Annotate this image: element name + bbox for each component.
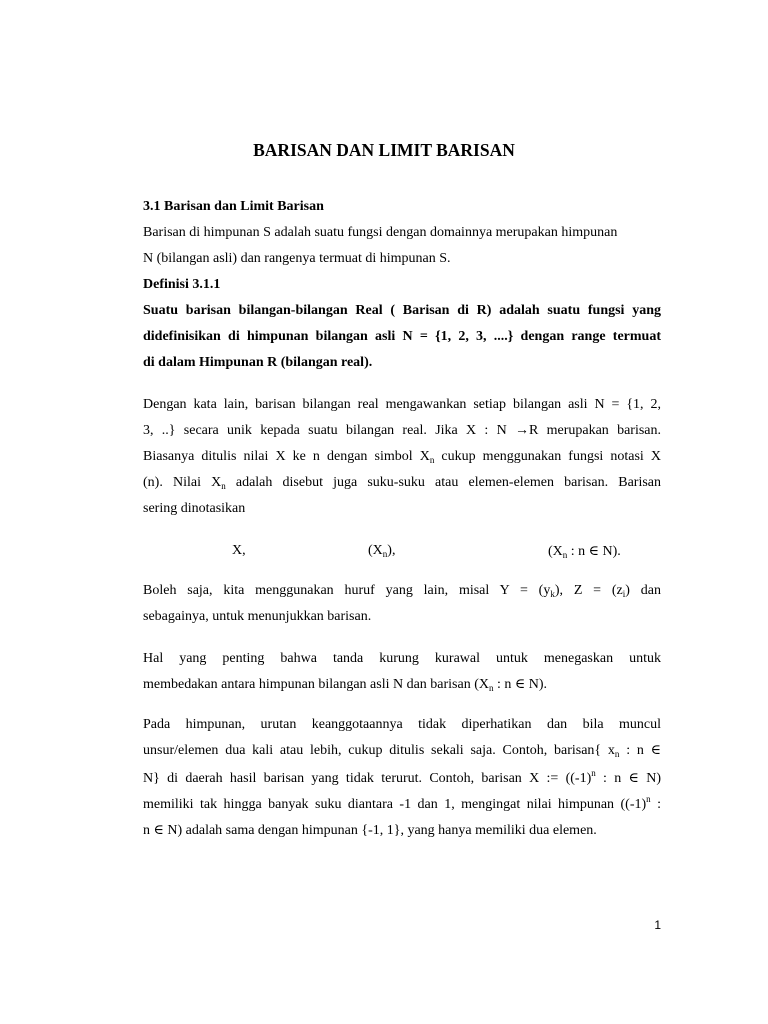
page-number: 1	[654, 918, 661, 932]
paragraph-4-line-5: n ∈ N) adalah sama dengan himpunan {-1, 1}, yang hanya memiliki dua elemen.	[143, 823, 597, 838]
paragraph-1-line-2: 3, ..} secara unik kepada suatu bilangan real. Jika X : N →R merupakan barisan.	[143, 423, 661, 438]
paragraph-4-line-2: unsur/elemen dua kali atau lebih, cukup ditulis sekali saja. Contoh, barisan{ $x_n$ : n ∈	[143, 743, 661, 759]
definition-line-2: didefinisikan di himpunan bilangan asli N = {1, 2, 3, ....} dengan range termuat	[143, 329, 661, 344]
definition-line-3: di dalam Himpunan R (bilangan real).	[143, 355, 373, 370]
paragraph-2-line-2: sebagainya, untuk menunjukkan barisan.	[143, 609, 372, 624]
section-heading: 3.1 Barisan dan Limit Barisan	[143, 199, 324, 214]
notation-xn: $(X_n)$,	[368, 543, 396, 559]
paragraph-3-line-1: Hal yang penting bahwa tanda kurung kurawal untuk menegaskan untuk	[143, 651, 661, 666]
paragraph-1-line-4: (n). Nilai $X_n$ adalah disebut juga suku-suku atau elemen-elemen barisan. Barisan	[143, 475, 661, 491]
page-title: BARISAN DAN LIMIT BARISAN	[253, 140, 515, 160]
intro-line-2: N (bilangan asli) dan rangenya termuat di himpunan S.	[143, 251, 451, 266]
paragraph-1-line-3: Biasanya ditulis nilai X ke n dengan simbol $X_n$ cukup menggunakan fungsi notasi X	[143, 449, 661, 465]
notation-xn-set: ($X_n$ : n ∈ N).	[548, 544, 621, 560]
paragraph-4-line-1: Pada himpunan, urutan keanggotaannya tidak diperhatikan dan bila muncul	[143, 717, 661, 732]
definition-line-1: Suatu barisan bilangan-bilangan Real ( Barisan di R) adalah suatu fungsi yang	[143, 303, 661, 318]
paragraph-4-line-3: N} di daerah hasil barisan yang tidak terurut. Contoh, barisan X := ($(-1)^n$ : n ∈ N)	[143, 768, 661, 786]
notation-x: X,	[232, 543, 246, 558]
paragraph-1-line-5: sering dinotasikan	[143, 501, 246, 516]
intro-line-1: Barisan di himpunan S adalah suatu fungsi dengan domainnya merupakan himpunan	[143, 225, 618, 240]
paragraph-2-line-1: Boleh saja, kita menggunakan huruf yang lain, misal $Y = (y_k)$, $Z = (z_i)$ dan	[143, 583, 661, 599]
paragraph-3-line-2: membedakan antara himpunan bilangan asli N dan barisan ($X_n$ : n ∈ N).	[143, 677, 548, 693]
definition-heading: Definisi 3.1.1	[143, 277, 221, 292]
paragraph-4-line-4: memiliki tak hingga banyak suku diantara -1 dan 1, mengingat nilai himpunan ($(-1)^n$ :	[143, 794, 661, 812]
paragraph-1-line-1: Dengan kata lain, barisan bilangan real mengawankan setiap bilangan asli N = {1, 2,	[143, 397, 661, 412]
